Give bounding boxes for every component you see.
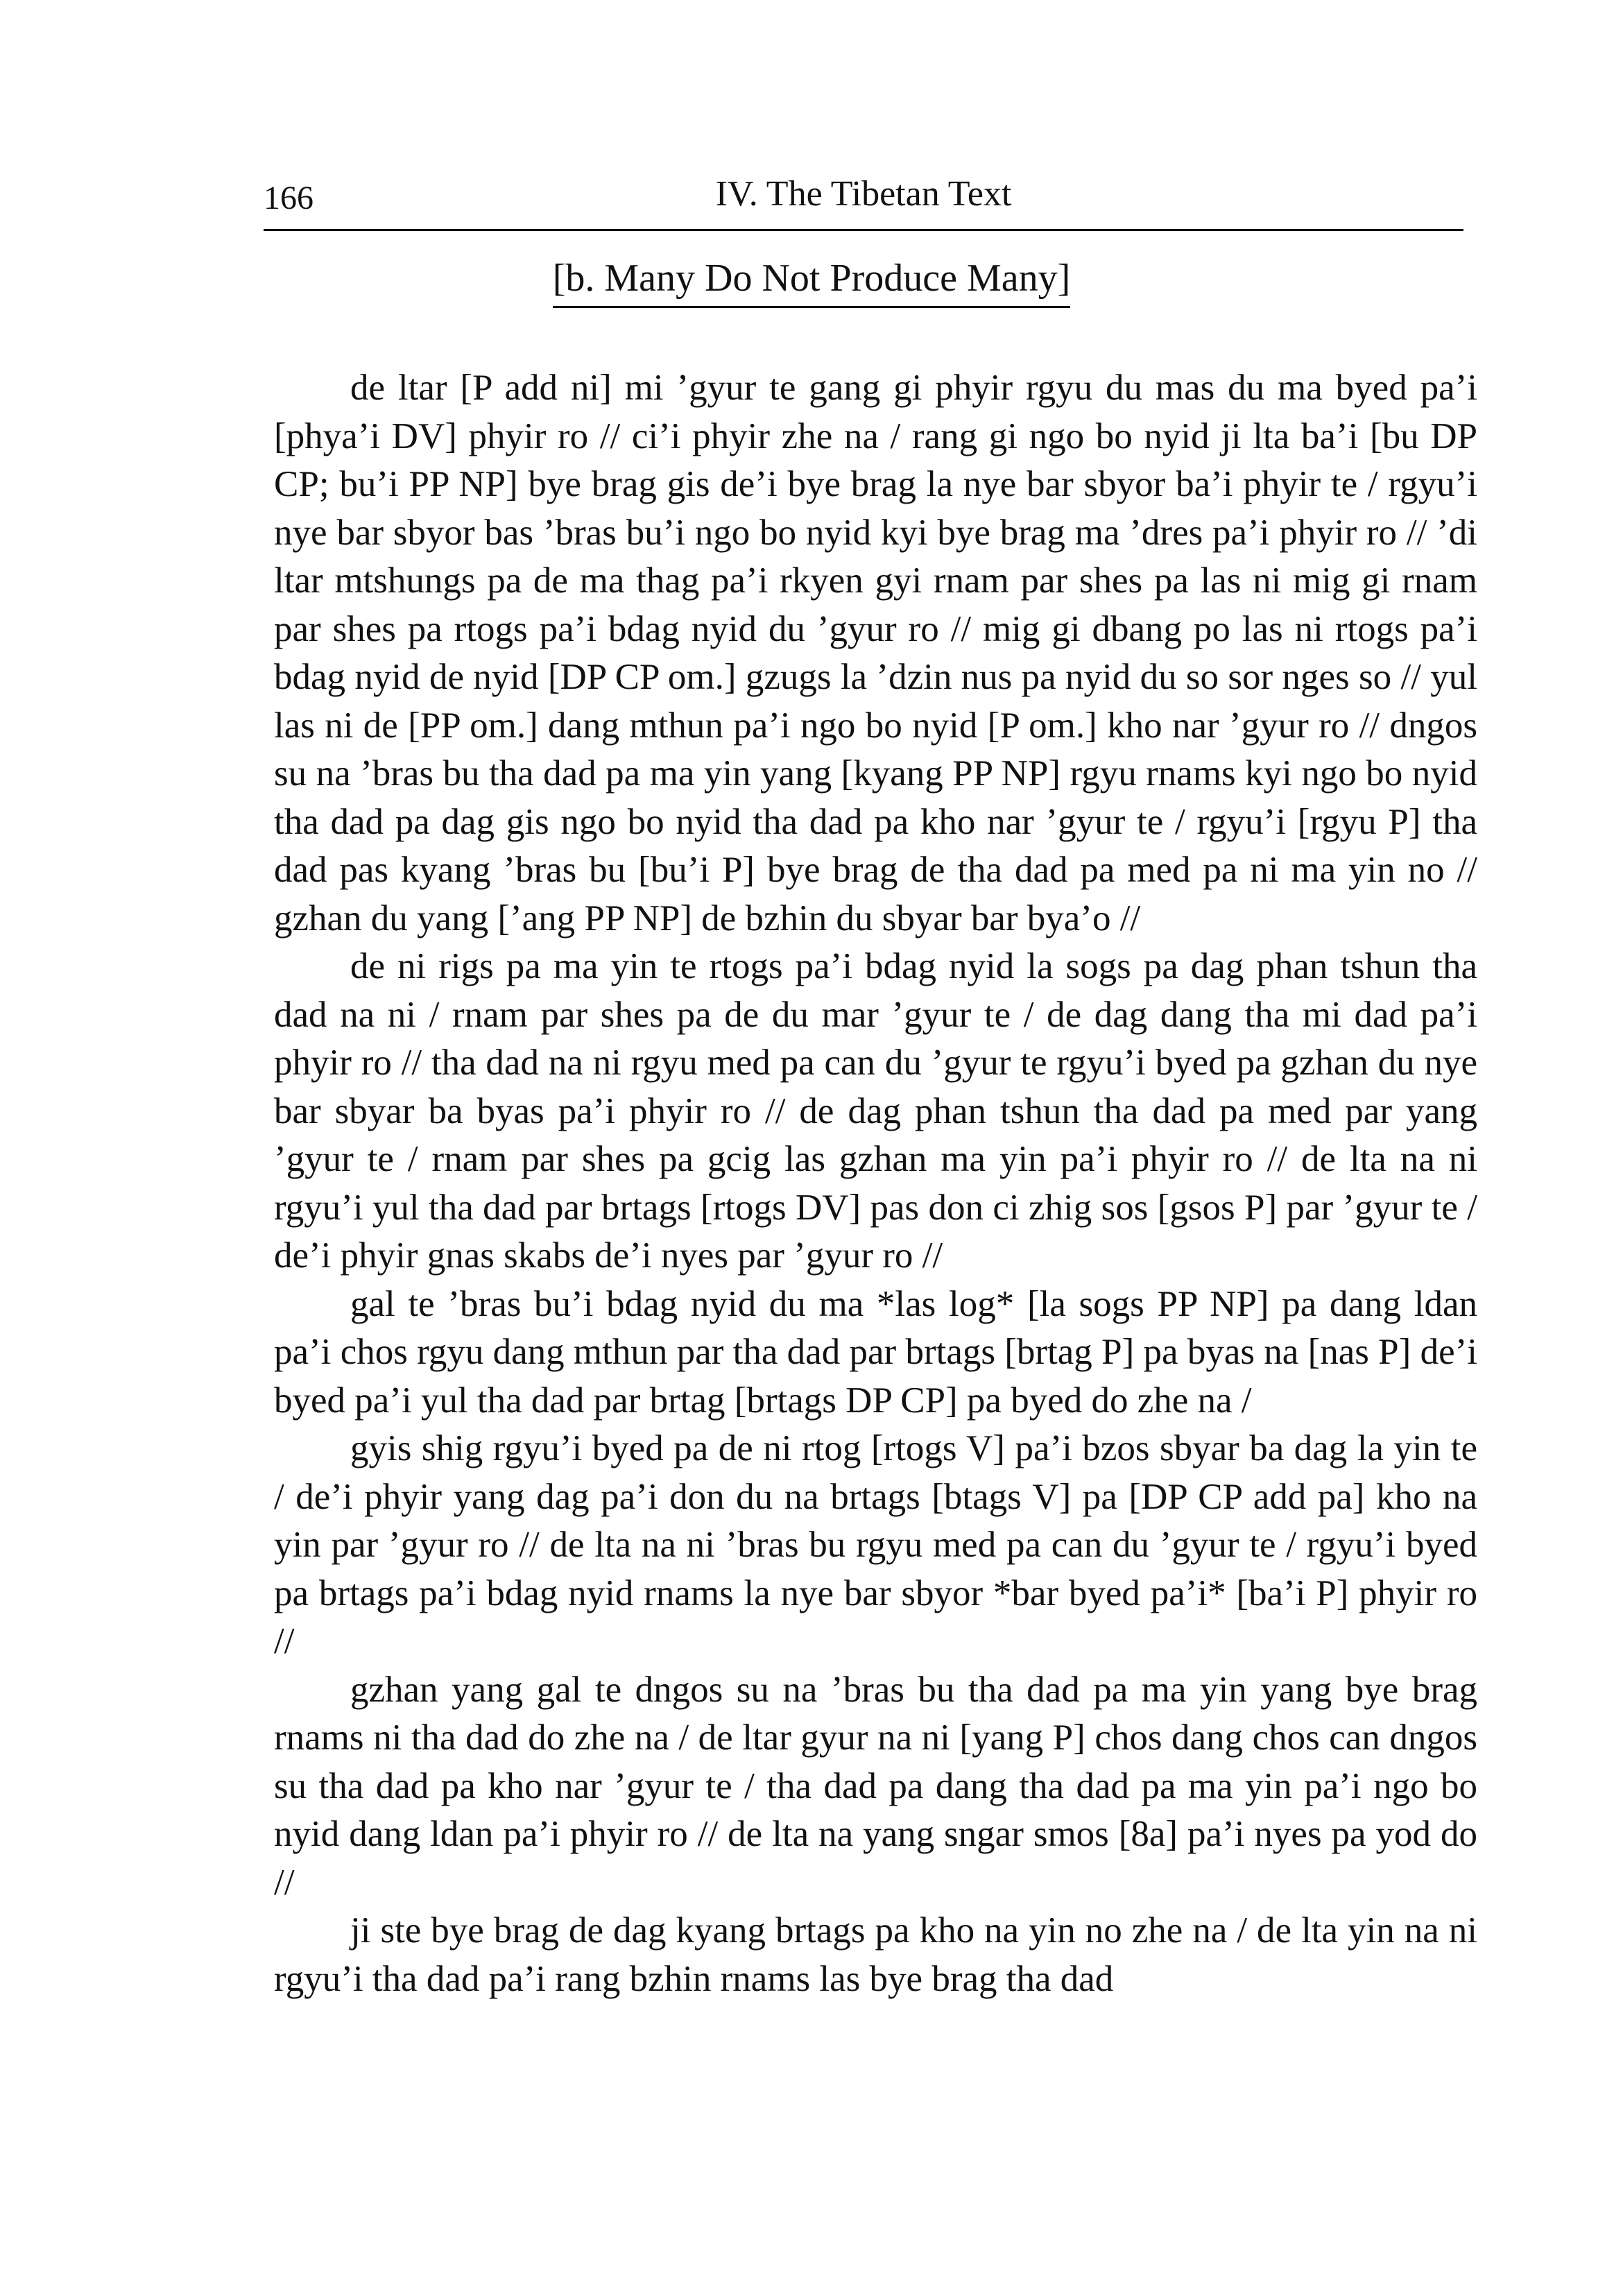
page-number: 166: [264, 180, 314, 216]
chapter-title: IV. The Tibetan Text: [715, 174, 1012, 214]
section-heading-text: [b. Many Do Not Produce Many]: [553, 255, 1071, 308]
paragraph-5: gzhan yang gal te dngos su na ’bras bu tha dad pa ma yin yang bye brag rnams ni tha dad do zhe na / de ltar gyur na ni [yang P] chos dang chos can dngos su tha dad pa kho nar ’gyur te / tha dad pa dang tha dad pa ma yin pa’i ngo bo nyid dang ldan pa’i phyir ro // de lta na yang sngar smos [8a] pa’i nyes pa yod do //: [274, 1669, 1477, 1903]
paragraph-4: gyis shig rgyu’i byed pa de ni rtog [rtogs V] pa’i bzos sbyar ba dag la yin te / de’i phyir yang dag pa’i don du na brtags [btags V] pa [DP CP add pa] kho na yin par ’gyur ro // de lta na ni ’bras bu rgyu med pa can du ’gyur te / rgyu’i byed pa brtags pa’i bdag nyid rnams la nye bar sbyor *bar byed pa’i* [ba’i P] phyir ro //: [274, 1428, 1477, 1661]
section-heading: [0, 255, 1623, 308]
paragraph-2: de ni rigs pa ma yin te rtogs pa’i bdag nyid la sogs pa dag phan tshun tha dad na ni / rnam par shes pa de du mar ’gyur te / de dag dang tha mi dad pa’i phyir ro // tha dad na ni rgyu med pa can du ’gyur te rgyu’i byed pa gzhan du nye bar sbyar ba byas pa’i phyir ro // de dag phan tshun tha dad pa med par yang ’gyur te / rnam par shes pa gcig las gzhan ma yin pa’i phyir ro // de lta na ni rgyu’i yul tha dad par brtags [rtogs DV] pas don ci zhig sos [gsos P] par ’gyur te / de’i phyir gnas skabs de’i nyes par ’gyur ro //: [274, 946, 1477, 1276]
paragraph-1: de ltar [P add ni] mi ’gyur te gang gi phyir rgyu du mas du ma byed pa’i [phya’i DV] phyir ro // ci’i phyir zhe na / rang gi ngo bo nyid ji lta ba’i [bu DP CP; bu’i PP NP] bye brag gis de’i bye brag la nye bar sbyor ba’i phyir te / rgyu’i nye bar sbyor bas ’bras bu’i ngo bo nyid kyi bye brag ma ’dres pa’i phyir ro // ’di ltar mtshungs pa de ma thag pa’i rkyen gyi rnam par shes pa las ni mig gi rnam par shes pa rtogs pa’i bdag nyid du ’gyur ro // mig gi dbang po las ni rtogs pa’i bdag nyid de nyid [DP CP om.] gzugs la ’dzin nus pa nyid du so sor nges so // yul las ni de [PP om.] dang mthun pa’i ngo bo nyid [P om.] kho nar ’gyur ro // dngos su na ’bras bu tha dad pa ma yin yang [kyang PP NP] rgyu rnams kyi ngo bo nyid tha dad pa dag gis ngo bo nyid tha dad pa kho nar ’gyur te / rgyu’i [rgyu P] tha dad pas kyang ’bras bu [bu’i P] bye brag de tha dad pa med pa ni ma yin no // gzhan du yang [’ang PP NP] de bzhin du sbyar bar bya’o //: [274, 368, 1477, 939]
paragraph-6: ji ste bye brag de dag kyang brtags pa kho na yin no zhe na / de lta yin na ni rgyu’i tha dad pa’i rang bzhin rnams las bye brag tha dad: [274, 1910, 1477, 1999]
paragraph-3: gal te ’bras bu’i bdag nyid du ma *las log* [la sogs PP NP] pa dang ldan pa’i chos rgyu dang mthun par tha dad par brtags [brtag P] pa byas na [nas P] de’i byed pa’i yul tha dad par brtag [brtags DP CP] pa byed do zhe na /: [274, 1283, 1477, 1421]
body-text: [274, 364, 1477, 2003]
running-head: [264, 166, 1463, 231]
